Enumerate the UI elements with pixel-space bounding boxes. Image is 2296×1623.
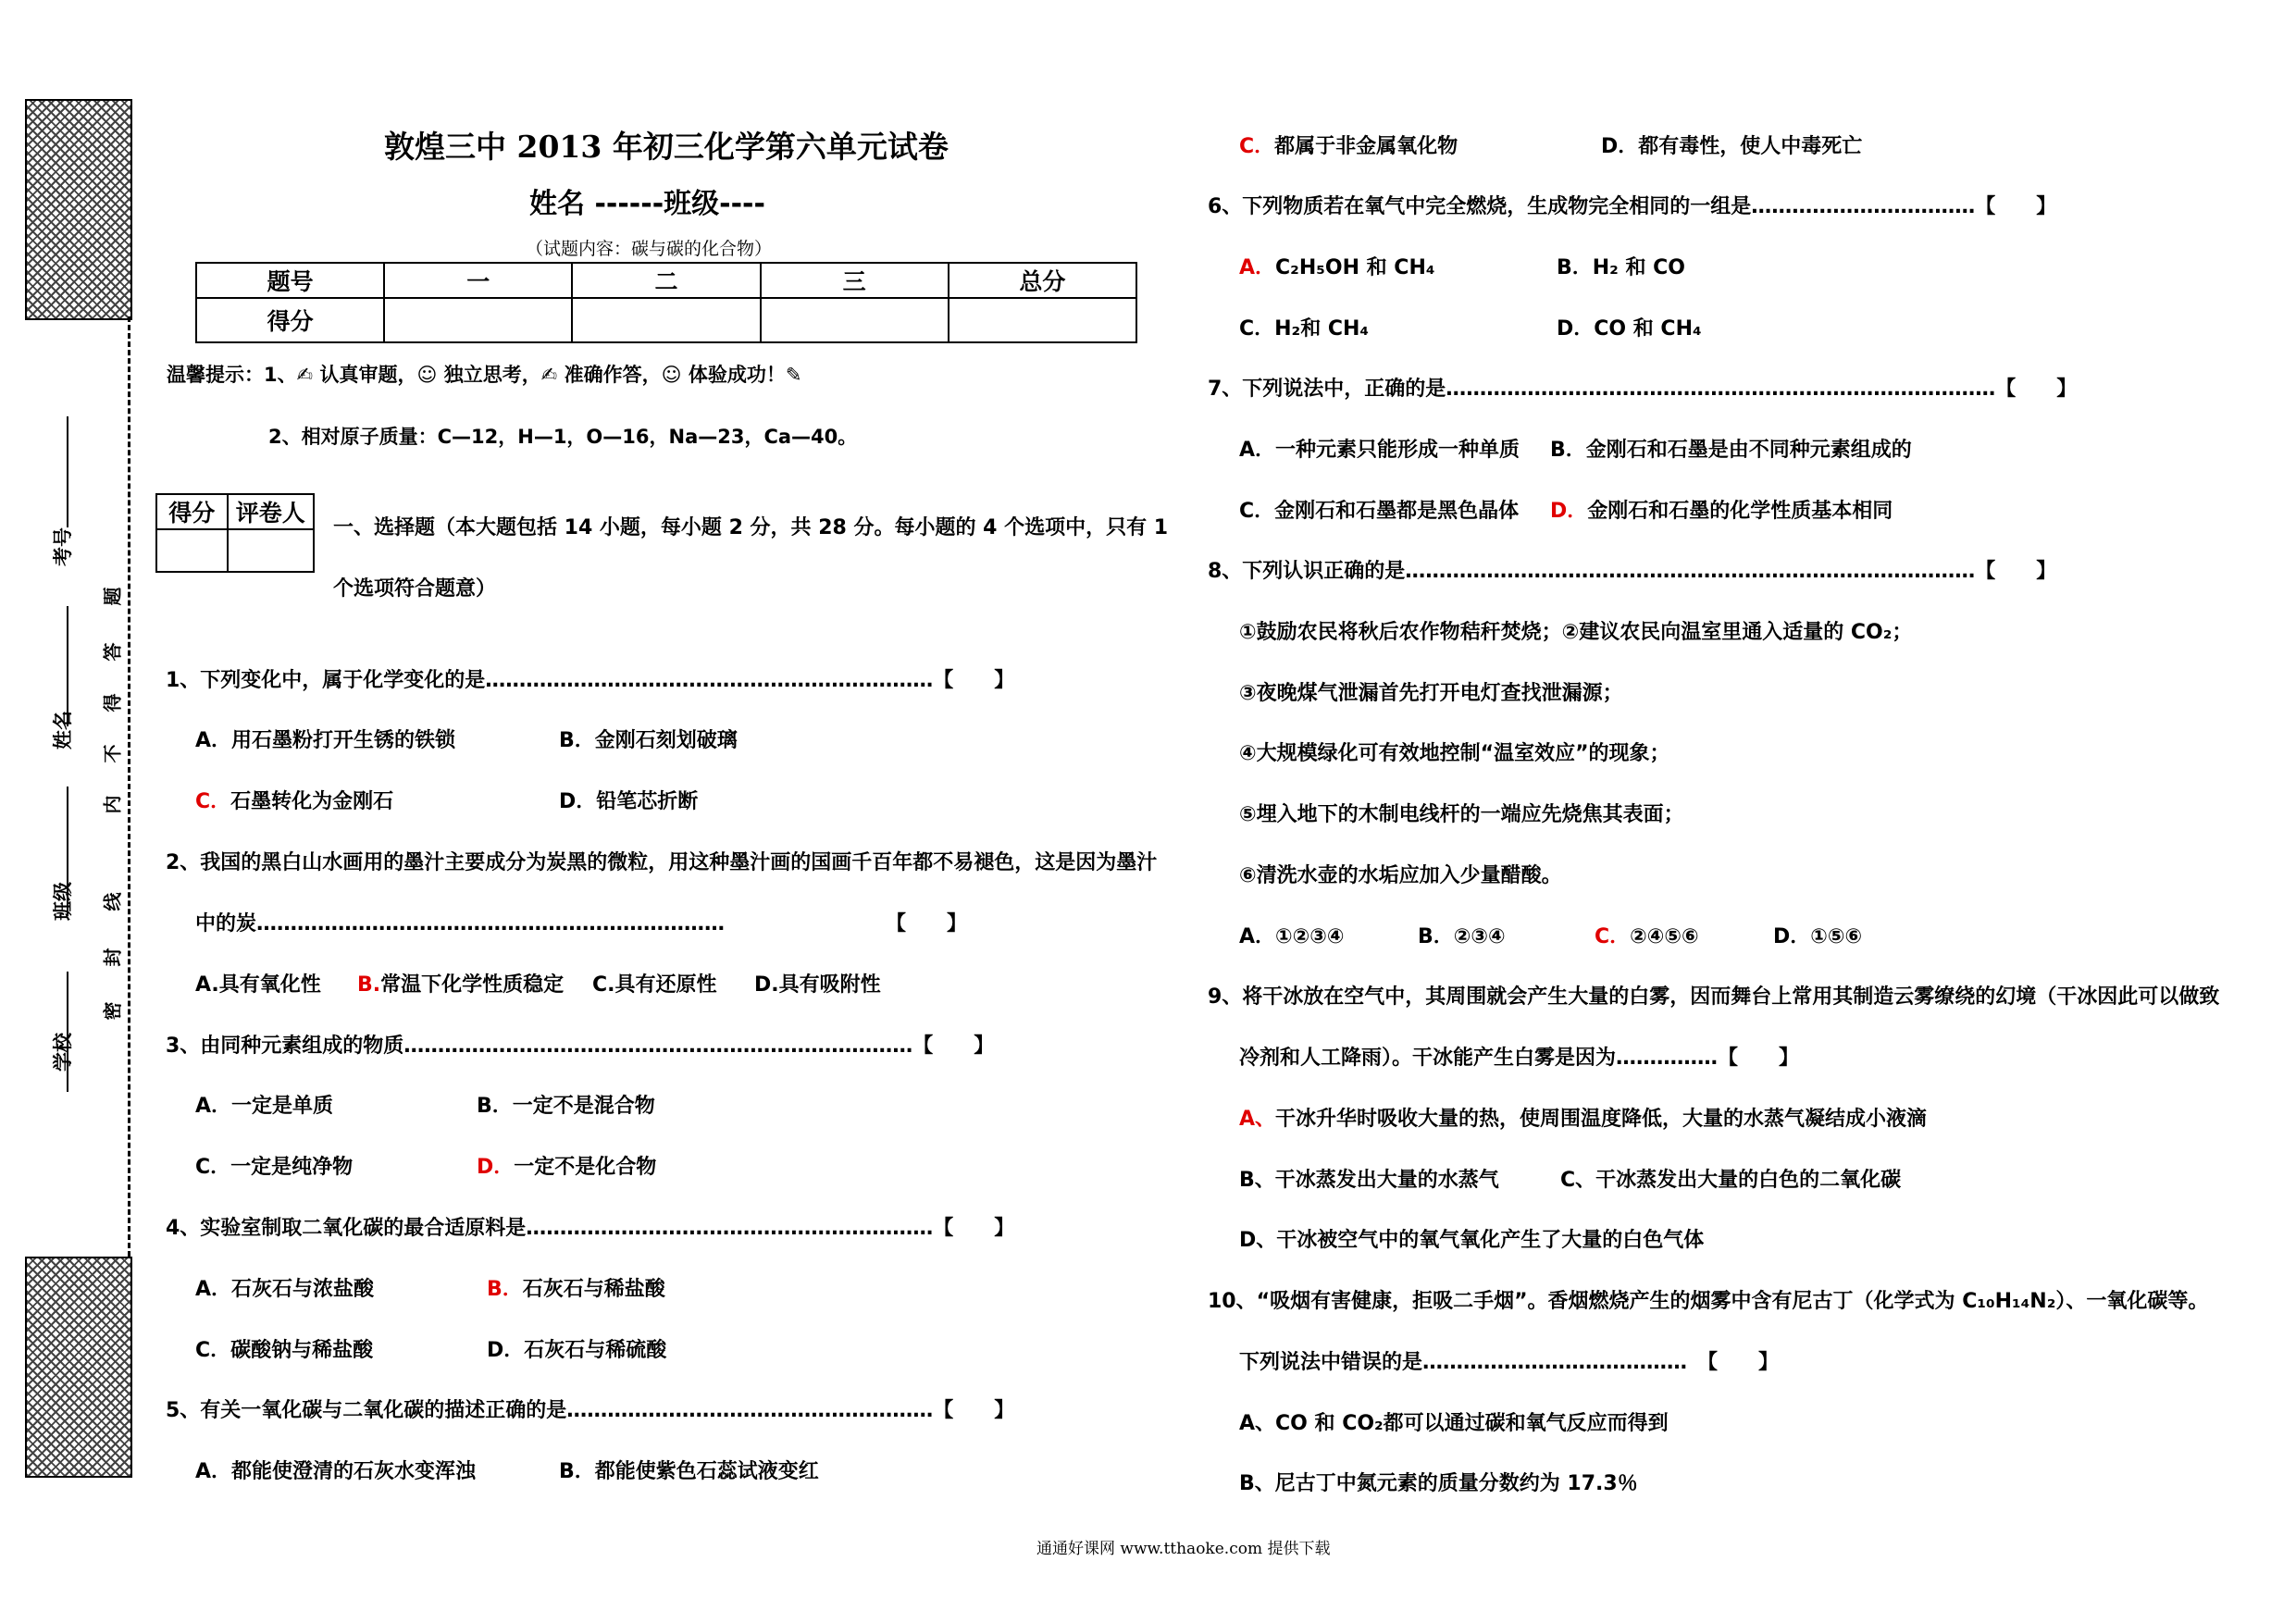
score-header-cell: 题号 [196, 263, 384, 298]
section1-heading: 一、选择题（本大题包括 14 小题，每小题 2 分，共 28 分。每小题的 4 个选项中，只有 1 [333, 516, 1169, 539]
q7-stem: 7、下列说法中，正确的是………………………………………………………………………【 】 [1208, 378, 2078, 401]
q6-option-b: B．H₂ 和 CO [1557, 256, 1685, 279]
binding-label-class: 班级 [52, 882, 74, 921]
q6-option-d: D．CO 和 CH₄ [1557, 317, 1702, 341]
binding-field-line [67, 416, 68, 527]
seal-char: 题 [101, 587, 124, 606]
seal-char: 线 [101, 892, 124, 911]
q8-item-1-2: ①鼓励农民将秋后农作物秸秆焚烧；②建议农民向温室里通入适量的 CO₂； [1239, 621, 1913, 644]
q8-option-d: D．①⑤⑥ [1773, 925, 1863, 948]
q2-option-a: A.具有氧化性 [195, 973, 321, 997]
tips-line-1: 温馨提示：1、✍ 认真审题，☺ 独立思考，✍ 准确作答，☺ 体验成功！✎ [167, 364, 802, 386]
q3-option-b: B．一定不是混合物 [477, 1095, 655, 1118]
exam-title: 敦煌三中 2013 年初三化学第六单元试卷 [384, 129, 949, 165]
answer-letter: A、 [1239, 1108, 1276, 1131]
answer-letter: D． [1550, 500, 1588, 523]
q10-option-b: B、尼古丁中氮元素的质量分数约为 17.3％ [1239, 1472, 1638, 1495]
q5-option-d: D．都有毒性，使人中毒死亡 [1601, 135, 1863, 158]
q2-bracket: 【 】 [886, 912, 968, 935]
q7-option-a: A．一种元素只能形成一种单质 [1239, 439, 1520, 462]
answer-letter: C． [1595, 925, 1631, 948]
option-text: 都属于非金属氧化物 [1274, 135, 1458, 158]
q7-option-d [1550, 495, 1893, 524]
score-row-label: 得分 [196, 298, 384, 342]
q8-option-a: A．①②③④ [1239, 925, 1345, 948]
answer-letter: D． [477, 1156, 515, 1179]
section1-heading-cont: 个选项符合题意） [333, 577, 497, 601]
q5-option-a: A．都能使澄清的石灰水变浑浊 [195, 1460, 477, 1483]
q8-option-b: B．②③④ [1418, 925, 1506, 948]
q10-stem-cont: 下列说法中错误的是………………………………… 【 】 [1239, 1351, 1780, 1374]
binding-field-line [67, 606, 68, 726]
grader-score-label: 得分 [156, 494, 228, 529]
q10-option-a: A、CO 和 CO₂都可以通过碳和氧气反应而得到 [1239, 1412, 1669, 1435]
option-text: C₂H₅OH 和 CH₄ [1275, 256, 1435, 279]
score-input-cell[interactable] [572, 298, 760, 342]
q1-option-c [195, 786, 393, 814]
q9-stem: 9、将干冰放在空气中，其周围就会产生大量的白雾，因而舞台上常用其制造云雾缭绕的幻境（干冰因此可以做致 [1208, 985, 2220, 1009]
q9-option-b: B、干冰蒸发出大量的水蒸气 [1239, 1169, 1499, 1192]
grader-score-cell[interactable] [156, 529, 228, 572]
q4-option-d: D．石灰石与稀硫酸 [487, 1339, 667, 1362]
q4-option-b [487, 1273, 665, 1302]
q9-option-c: C、干冰蒸发出大量的白色的二氧化碳 [1560, 1169, 1902, 1192]
answer-letter: B. [357, 973, 381, 997]
q4-option-c: C．碳酸钠与稀盐酸 [195, 1339, 374, 1362]
score-header-cell: 三 [761, 263, 949, 298]
q6-option-c: C．H₂和 CH₄ [1239, 317, 1370, 341]
score-input-cell[interactable] [949, 298, 1136, 342]
binding-label-exam-no: 考号 [52, 527, 74, 566]
q9-option-d: D、干冰被空气中的氧气氧化产生了大量的白色气体 [1239, 1229, 1705, 1252]
q2-option-c: C.具有还原性 [592, 973, 717, 997]
seal-char: 不 [101, 744, 124, 763]
seal-char: 答 [101, 642, 124, 662]
score-header-cell: 一 [384, 263, 572, 298]
score-header-cell: 总分 [949, 263, 1136, 298]
q5-option-c [1239, 130, 1458, 159]
score-header-cell: 二 [572, 263, 760, 298]
answer-letter: C． [195, 790, 231, 813]
q4-option-a: A．石灰石与浓盐酸 [195, 1278, 375, 1301]
binding-hatch-bottom [25, 1257, 132, 1478]
q1-option-a: A．用石墨粉打开生锈的铁锁 [195, 729, 456, 752]
option-text: 干冰升华时吸收大量的热，使周围温度降低，大量的水蒸气凝结成小液滴 [1275, 1108, 1928, 1131]
binding-dashed-line [128, 316, 130, 1257]
q2-stem-cont: 中的炭…………………………………………………………… [195, 912, 726, 935]
option-text: 石灰石与稀盐酸 [522, 1278, 665, 1301]
seal-char: 内 [101, 795, 124, 814]
q2-option-d: D.具有吸附性 [754, 973, 881, 997]
q9-option-a [1239, 1103, 1927, 1132]
q6-stem: 6、下列物质若在氧气中完全燃烧，生成物完全相同的一组是……………………………【 】 [1208, 195, 2057, 218]
q1-option-b: B．金刚石刻划破璃 [559, 729, 738, 752]
score-input-cell[interactable] [761, 298, 949, 342]
q7-option-b: B．金刚石和石墨是由不同种元素组成的 [1550, 439, 1912, 462]
answer-letter: A． [1239, 256, 1276, 279]
q5-option-b: B．都能使紫色石蕊试液变红 [559, 1460, 819, 1483]
q9-stem-cont: 冷剂和人工降雨）。干冰能产生白雾是因为……………【 】 [1239, 1047, 1800, 1070]
q8-item-4: ④大规模绿化可有效地控制“温室效应”的现象； [1239, 742, 1670, 765]
tips-line-2: 2、相对原子质量：C—12，H—1，O—16，Na—23，Ca—40。 [268, 426, 858, 448]
option-text: ②④⑤⑥ [1630, 925, 1699, 948]
q2-option-b [357, 969, 564, 997]
binding-hatch-top [25, 99, 132, 320]
name-class-line: 姓名 ------班级---- [529, 188, 765, 220]
q5-stem: 5、有关一氧化碳与二氧化碳的描述正确的是………………………………………………【 】 [166, 1399, 1015, 1422]
q1-stem: 1、下列变化中，属于化学变化的是…………………………………………………………【 】 [166, 669, 1015, 692]
q3-option-d [477, 1151, 656, 1180]
grader-person-label: 评卷人 [228, 494, 315, 529]
option-text: 一定不是化合物 [514, 1156, 657, 1179]
q8-stem: 8、下列认识正确的是…………………………………………………………………………【 】 [1208, 560, 2057, 583]
seal-char: 密 [101, 1001, 124, 1021]
q2-stem: 2、我国的黑白山水画用的墨汁主要成分为炭黑的微粒，用这种墨汁画的国画千百年都不易褪色，这是因为墨汁 [166, 851, 1158, 874]
option-text: 石墨转化为金刚石 [230, 790, 394, 813]
answer-letter: C． [1239, 135, 1275, 158]
option-text: 常温下化学性质稳定 [380, 973, 565, 997]
grader-table [155, 493, 315, 573]
grader-person-cell[interactable] [228, 529, 315, 572]
page-footer: 通通好课网 www.tthaoke.com 提供下载 [1036, 1540, 1331, 1558]
q3-option-c: C．一定是纯净物 [195, 1156, 354, 1179]
binding-field-line [67, 972, 68, 1092]
content-note: （试题内容：碳与碳的化合物） [526, 239, 773, 259]
option-text: 金刚石和石墨的化学性质基本相同 [1587, 500, 1893, 523]
score-table [195, 262, 1137, 343]
seal-char: 封 [101, 948, 124, 967]
q6-option-a [1239, 252, 1435, 280]
q4-stem: 4、实验室制取二氧化碳的最合适原料是……………………………………………………【 】 [166, 1217, 1015, 1240]
score-input-cell[interactable] [384, 298, 572, 342]
q3-option-a: A．一定是单质 [195, 1095, 334, 1118]
q8-option-c [1595, 921, 1699, 949]
q3-stem: 3、由同种元素组成的物质…………………………………………………………………【 】 [166, 1035, 995, 1058]
answer-letter: B． [487, 1278, 523, 1301]
q8-item-5: ⑤埋入地下的木制电线杆的一端应先烧焦其表面； [1239, 803, 1684, 826]
q7-option-c: C．金刚石和石墨都是黑色晶体 [1239, 500, 1520, 523]
binding-label-school: 学校 [52, 1033, 74, 1072]
seal-char: 得 [101, 693, 124, 712]
binding-label-name: 姓名 [52, 711, 74, 750]
q1-option-d: D．铅笔芯折断 [559, 790, 699, 813]
q10-stem: 10、“吸烟有害健康，拒吸二手烟”。香烟燃烧产生的烟雾中含有尼古丁（化学式为 C₁₀H₁₄N₂）、一氧化碳等。 [1208, 1290, 2209, 1313]
q8-item-3: ③夜晚煤气泄漏首先打开电灯查找泄漏源； [1239, 682, 1623, 705]
q8-item-6: ⑥清洗水壶的水垢应加入少量醋酸。 [1239, 864, 1562, 887]
